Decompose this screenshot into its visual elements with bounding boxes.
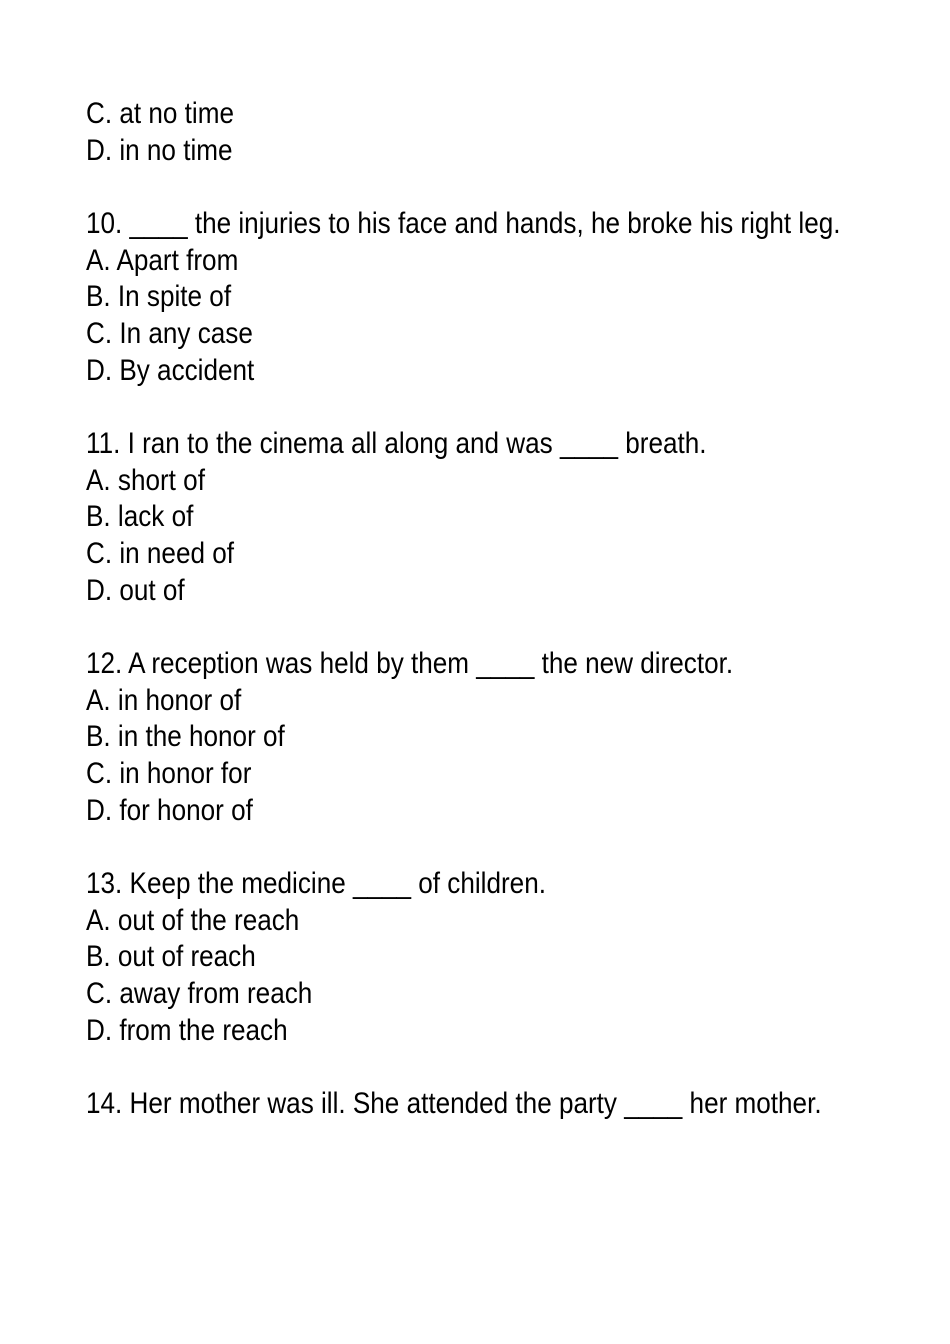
document-page	[86, 96, 841, 1159]
option-a: A. Apart from	[86, 243, 239, 277]
question-stem: 10. ____ the injuries to his face and hands, he broke his right leg.	[86, 206, 841, 240]
question-stem: 12. A reception was held by them ____ the new director.	[86, 646, 734, 680]
option-b: B. in the honor of	[86, 720, 285, 754]
option-a: A. short of	[86, 463, 205, 497]
option-b: B. out of reach	[86, 940, 256, 974]
question-stem: 11. I ran to the cinema all along and was ____ breath.	[86, 426, 707, 460]
option-d: D. from the reach	[86, 1013, 288, 1047]
option-d: D. out of	[86, 573, 185, 607]
question-10	[86, 206, 876, 390]
question-11	[86, 426, 876, 610]
option-a: A. in honor of	[86, 683, 242, 717]
option-c: C. in need of	[86, 537, 235, 571]
question-13	[86, 866, 876, 1050]
question-stem: 13. Keep the medicine ____ of children.	[86, 866, 546, 900]
option-d: D. By accident	[86, 353, 255, 387]
option-a: A. out of the reach	[86, 903, 300, 937]
question-12	[86, 646, 876, 830]
option-c: C. at no time	[86, 97, 234, 130]
question-stem: 14. Her mother was ill. She attended the party ____ her mother.	[86, 1086, 822, 1120]
option-b: B. In spite of	[86, 280, 232, 314]
question-14	[86, 1086, 876, 1123]
question-9-continuation	[86, 96, 876, 169]
option-c: C. In any case	[86, 317, 253, 351]
option-c: C. in honor for	[86, 757, 252, 791]
option-d: D. for honor of	[86, 793, 253, 827]
option-d: D. in no time	[86, 133, 233, 167]
option-c: C. away from reach	[86, 977, 313, 1011]
option-b: B. lack of	[86, 500, 194, 534]
